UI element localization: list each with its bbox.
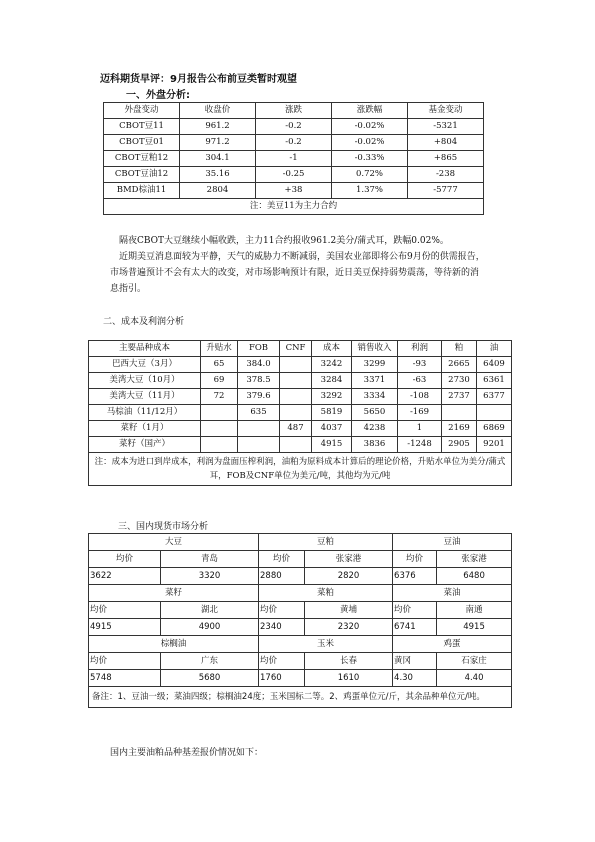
table-cell (238, 437, 280, 453)
table-cell: 6377 (477, 389, 512, 405)
table-cell: 961.2 (180, 119, 256, 135)
table-cell: -0.33% (332, 151, 408, 167)
table-cell: 971.2 (180, 135, 256, 151)
sub-header-row (89, 551, 512, 568)
table-cell: 4900 (161, 619, 259, 636)
commentary (110, 233, 485, 297)
table-cell: CBOT豆01 (104, 135, 180, 151)
table-cell: 3320 (161, 568, 259, 585)
group-cell: 菜籽 (89, 585, 259, 602)
table-cell: 65 (201, 357, 238, 373)
table-cell: 4915 (437, 619, 512, 636)
table-cell: 3292 (312, 389, 352, 405)
header-cell: 基金变动 (408, 103, 484, 119)
table-cell: -63 (398, 373, 442, 389)
spot-market-table (88, 533, 512, 708)
table-cell: -169 (398, 405, 442, 421)
table-cell (280, 405, 312, 421)
table-cell: 6480 (437, 568, 512, 585)
table-cell: 2340 (259, 619, 305, 636)
table-row (89, 421, 512, 437)
table-row (89, 373, 512, 389)
table-cell: 4.40 (437, 670, 512, 687)
table-note: 注：美豆11为主力合约 (104, 199, 484, 215)
table-row (104, 151, 484, 167)
header-cell: 销售收入 (352, 341, 398, 357)
external-market-table (103, 102, 484, 215)
table-row (104, 183, 484, 199)
header-cell: 粕 (442, 341, 477, 357)
header-cell: 涨跌幅 (332, 103, 408, 119)
table-cell: -0.25 (256, 167, 332, 183)
table-cell: 6376 (393, 568, 437, 585)
header-cell: FOB (238, 341, 280, 357)
section-heading-external: 一、外盘分析: (126, 90, 190, 101)
table-cell: 3284 (312, 373, 352, 389)
table-cell: -93 (398, 357, 442, 373)
table-cell: 4915 (312, 437, 352, 453)
table-cell (280, 389, 312, 405)
table-cell: 3299 (352, 357, 398, 373)
table-cell: 6409 (477, 357, 512, 373)
table-note: 注：成本为进口到岸成本，利润为盘面压榨利润，油粕为原料成本计算后的理论价格，升贴水单位为美分/蒲式耳，FOB及CNF单位为美元/吨，其他均为元/吨 (89, 453, 512, 486)
group-cell: 菜粕 (259, 585, 393, 602)
table-header-row (104, 103, 484, 119)
sub-cell: 均价 (259, 551, 305, 568)
table-row (89, 568, 512, 585)
group-header-row (89, 534, 512, 551)
table-cell: 3334 (352, 389, 398, 405)
sub-cell: 石家庄 (437, 653, 512, 670)
table-cell: -0.2 (256, 119, 332, 135)
table-cell: 2820 (305, 568, 393, 585)
table-cell: 6361 (477, 373, 512, 389)
table-cell: 4037 (312, 421, 352, 437)
sub-cell: 均价 (259, 653, 305, 670)
header-cell: 收盘价 (180, 103, 256, 119)
table-cell: 5680 (161, 670, 259, 687)
table-cell: +804 (408, 135, 484, 151)
table-cell: 69 (201, 373, 238, 389)
table-cell: 3371 (352, 373, 398, 389)
group-cell: 豆粕 (259, 534, 393, 551)
header-cell: 主要品种成本 (89, 341, 201, 357)
table-cell: 1610 (305, 670, 393, 687)
table-cell: 9201 (477, 437, 512, 453)
table-cell (477, 405, 512, 421)
table-row (104, 119, 484, 135)
table-cell: 美湾大豆（11月） (89, 389, 201, 405)
table-cell: 487 (280, 421, 312, 437)
table-cell: 5650 (352, 405, 398, 421)
table-cell: -238 (408, 167, 484, 183)
table-cell: -5777 (408, 183, 484, 199)
table-cell (280, 437, 312, 453)
sub-cell: 黄埔 (305, 602, 393, 619)
header-cell: 涨跌 (256, 103, 332, 119)
group-cell: 大豆 (89, 534, 259, 551)
sub-cell: 均价 (89, 602, 161, 619)
table-cell: -0.02% (332, 135, 408, 151)
table-cell: 3242 (312, 357, 352, 373)
table-row (89, 357, 512, 373)
table-cell: CBOT豆粕12 (104, 151, 180, 167)
table-cell: 4.30 (393, 670, 437, 687)
table-cell: BMD棕油11 (104, 183, 180, 199)
sub-cell: 均价 (259, 602, 305, 619)
table-cell: 马棕油（11/12月） (89, 405, 201, 421)
header-cell: 利润 (398, 341, 442, 357)
table-cell: 3622 (89, 568, 161, 585)
table-cell: -0.2 (256, 135, 332, 151)
section-heading-spot: 三、国内现货市场分析 (118, 522, 209, 532)
table-cell: 5819 (312, 405, 352, 421)
table-cell: -0.02% (332, 119, 408, 135)
sub-cell: 张家港 (437, 551, 512, 568)
header-cell: CNF (280, 341, 312, 357)
sub-cell: 青岛 (161, 551, 259, 568)
table-row (89, 389, 512, 405)
table-note-row (89, 453, 512, 486)
table-cell: 美湾大豆（10月） (89, 373, 201, 389)
table-cell: 6741 (393, 619, 437, 636)
table-cell: 6869 (477, 421, 512, 437)
table-cell: 菜籽（1月） (89, 421, 201, 437)
table-cell: 2169 (442, 421, 477, 437)
table-cell: 384.0 (238, 357, 280, 373)
table-cell (201, 421, 238, 437)
cost-profit-table (88, 340, 512, 486)
table-header-row (89, 341, 512, 357)
table-cell: +865 (408, 151, 484, 167)
group-cell: 菜油 (393, 585, 512, 602)
table-cell: 379.6 (238, 389, 280, 405)
header-cell: 成本 (312, 341, 352, 357)
table-cell: CBOT豆油12 (104, 167, 180, 183)
table-row (89, 437, 512, 453)
report-title: 迈科期货早评：9月报告公布前豆类暂时观望 (100, 74, 297, 85)
basis-quote-intro: 国内主要油粕品种基差报价情况如下： (110, 748, 264, 758)
sub-cell: 黄冈 (393, 653, 437, 670)
group-header-row (89, 636, 512, 653)
sub-cell: 均价 (393, 602, 437, 619)
group-cell: 玉米 (259, 636, 393, 653)
section-heading-cost: 二、成本及利润分析 (103, 317, 185, 327)
table-cell: 4915 (89, 619, 161, 636)
table-note: 备注：1、豆油一级；菜油四级；棕榈油24度；玉米国标二等。2、鸡蛋单位元/斤，其余品种单位元/吨。 (89, 687, 512, 708)
table-cell: 304.1 (180, 151, 256, 167)
table-row (89, 405, 512, 421)
table-cell: -108 (398, 389, 442, 405)
sub-cell: 广东 (161, 653, 259, 670)
table-cell: 2804 (180, 183, 256, 199)
sub-header-row (89, 653, 512, 670)
table-cell: 0.72% (332, 167, 408, 183)
group-header-row (89, 585, 512, 602)
table-cell: 菜籽（国产） (89, 437, 201, 453)
table-cell (201, 405, 238, 421)
table-cell: -5321 (408, 119, 484, 135)
table-cell: 1760 (259, 670, 305, 687)
sub-cell: 均价 (89, 653, 161, 670)
sub-cell: 均价 (89, 551, 161, 568)
table-cell: 1.37% (332, 183, 408, 199)
paragraph: 近期美豆消息面较为平静，天气的威胁力不断减弱，美国农业部即将公布9月份的供需报告，市场普遍预计不会有太大的改变，对市场影响预计有限，近日美豆保持弱势震荡，等待新的消息指引。 (110, 252, 485, 294)
table-cell: CBOT豆11 (104, 119, 180, 135)
table-cell: 2737 (442, 389, 477, 405)
table-cell: 4238 (352, 421, 398, 437)
table-cell: 2905 (442, 437, 477, 453)
table-note-row (104, 199, 484, 215)
table-cell: +38 (256, 183, 332, 199)
group-cell: 棕榈油 (89, 636, 259, 653)
table-row (104, 135, 484, 151)
header-cell: 外盘变动 (104, 103, 180, 119)
table-row (104, 167, 484, 183)
table-cell: 378.5 (238, 373, 280, 389)
table-cell: 5748 (89, 670, 161, 687)
sub-cell: 张家港 (305, 551, 393, 568)
table-cell: 3836 (352, 437, 398, 453)
sub-cell: 均价 (393, 551, 437, 568)
table-cell: 2320 (305, 619, 393, 636)
group-cell: 鸡蛋 (393, 636, 512, 653)
table-cell: -1248 (398, 437, 442, 453)
table-cell (280, 373, 312, 389)
paragraph: 隔夜CBOT大豆继续小幅收跌，主力11合约报收961.2美分/蒲式耳，跌幅0.02%。 (119, 236, 449, 246)
group-cell: 豆油 (393, 534, 512, 551)
table-cell: 72 (201, 389, 238, 405)
table-cell: 35.16 (180, 167, 256, 183)
table-cell: 2730 (442, 373, 477, 389)
table-row (89, 619, 512, 636)
table-cell (238, 421, 280, 437)
table-cell: 巴西大豆（3月） (89, 357, 201, 373)
table-row (89, 670, 512, 687)
table-note-row (89, 687, 512, 708)
table-cell: 635 (238, 405, 280, 421)
sub-cell: 长春 (305, 653, 393, 670)
header-cell: 油 (477, 341, 512, 357)
table-cell: 2880 (259, 568, 305, 585)
sub-header-row (89, 602, 512, 619)
table-cell (280, 357, 312, 373)
table-cell: 1 (398, 421, 442, 437)
table-cell (442, 405, 477, 421)
table-cell: -1 (256, 151, 332, 167)
sub-cell: 湖北 (161, 602, 259, 619)
sub-cell: 南通 (437, 602, 512, 619)
table-cell: 2665 (442, 357, 477, 373)
table-cell (201, 437, 238, 453)
header-cell: 升贴水 (201, 341, 238, 357)
